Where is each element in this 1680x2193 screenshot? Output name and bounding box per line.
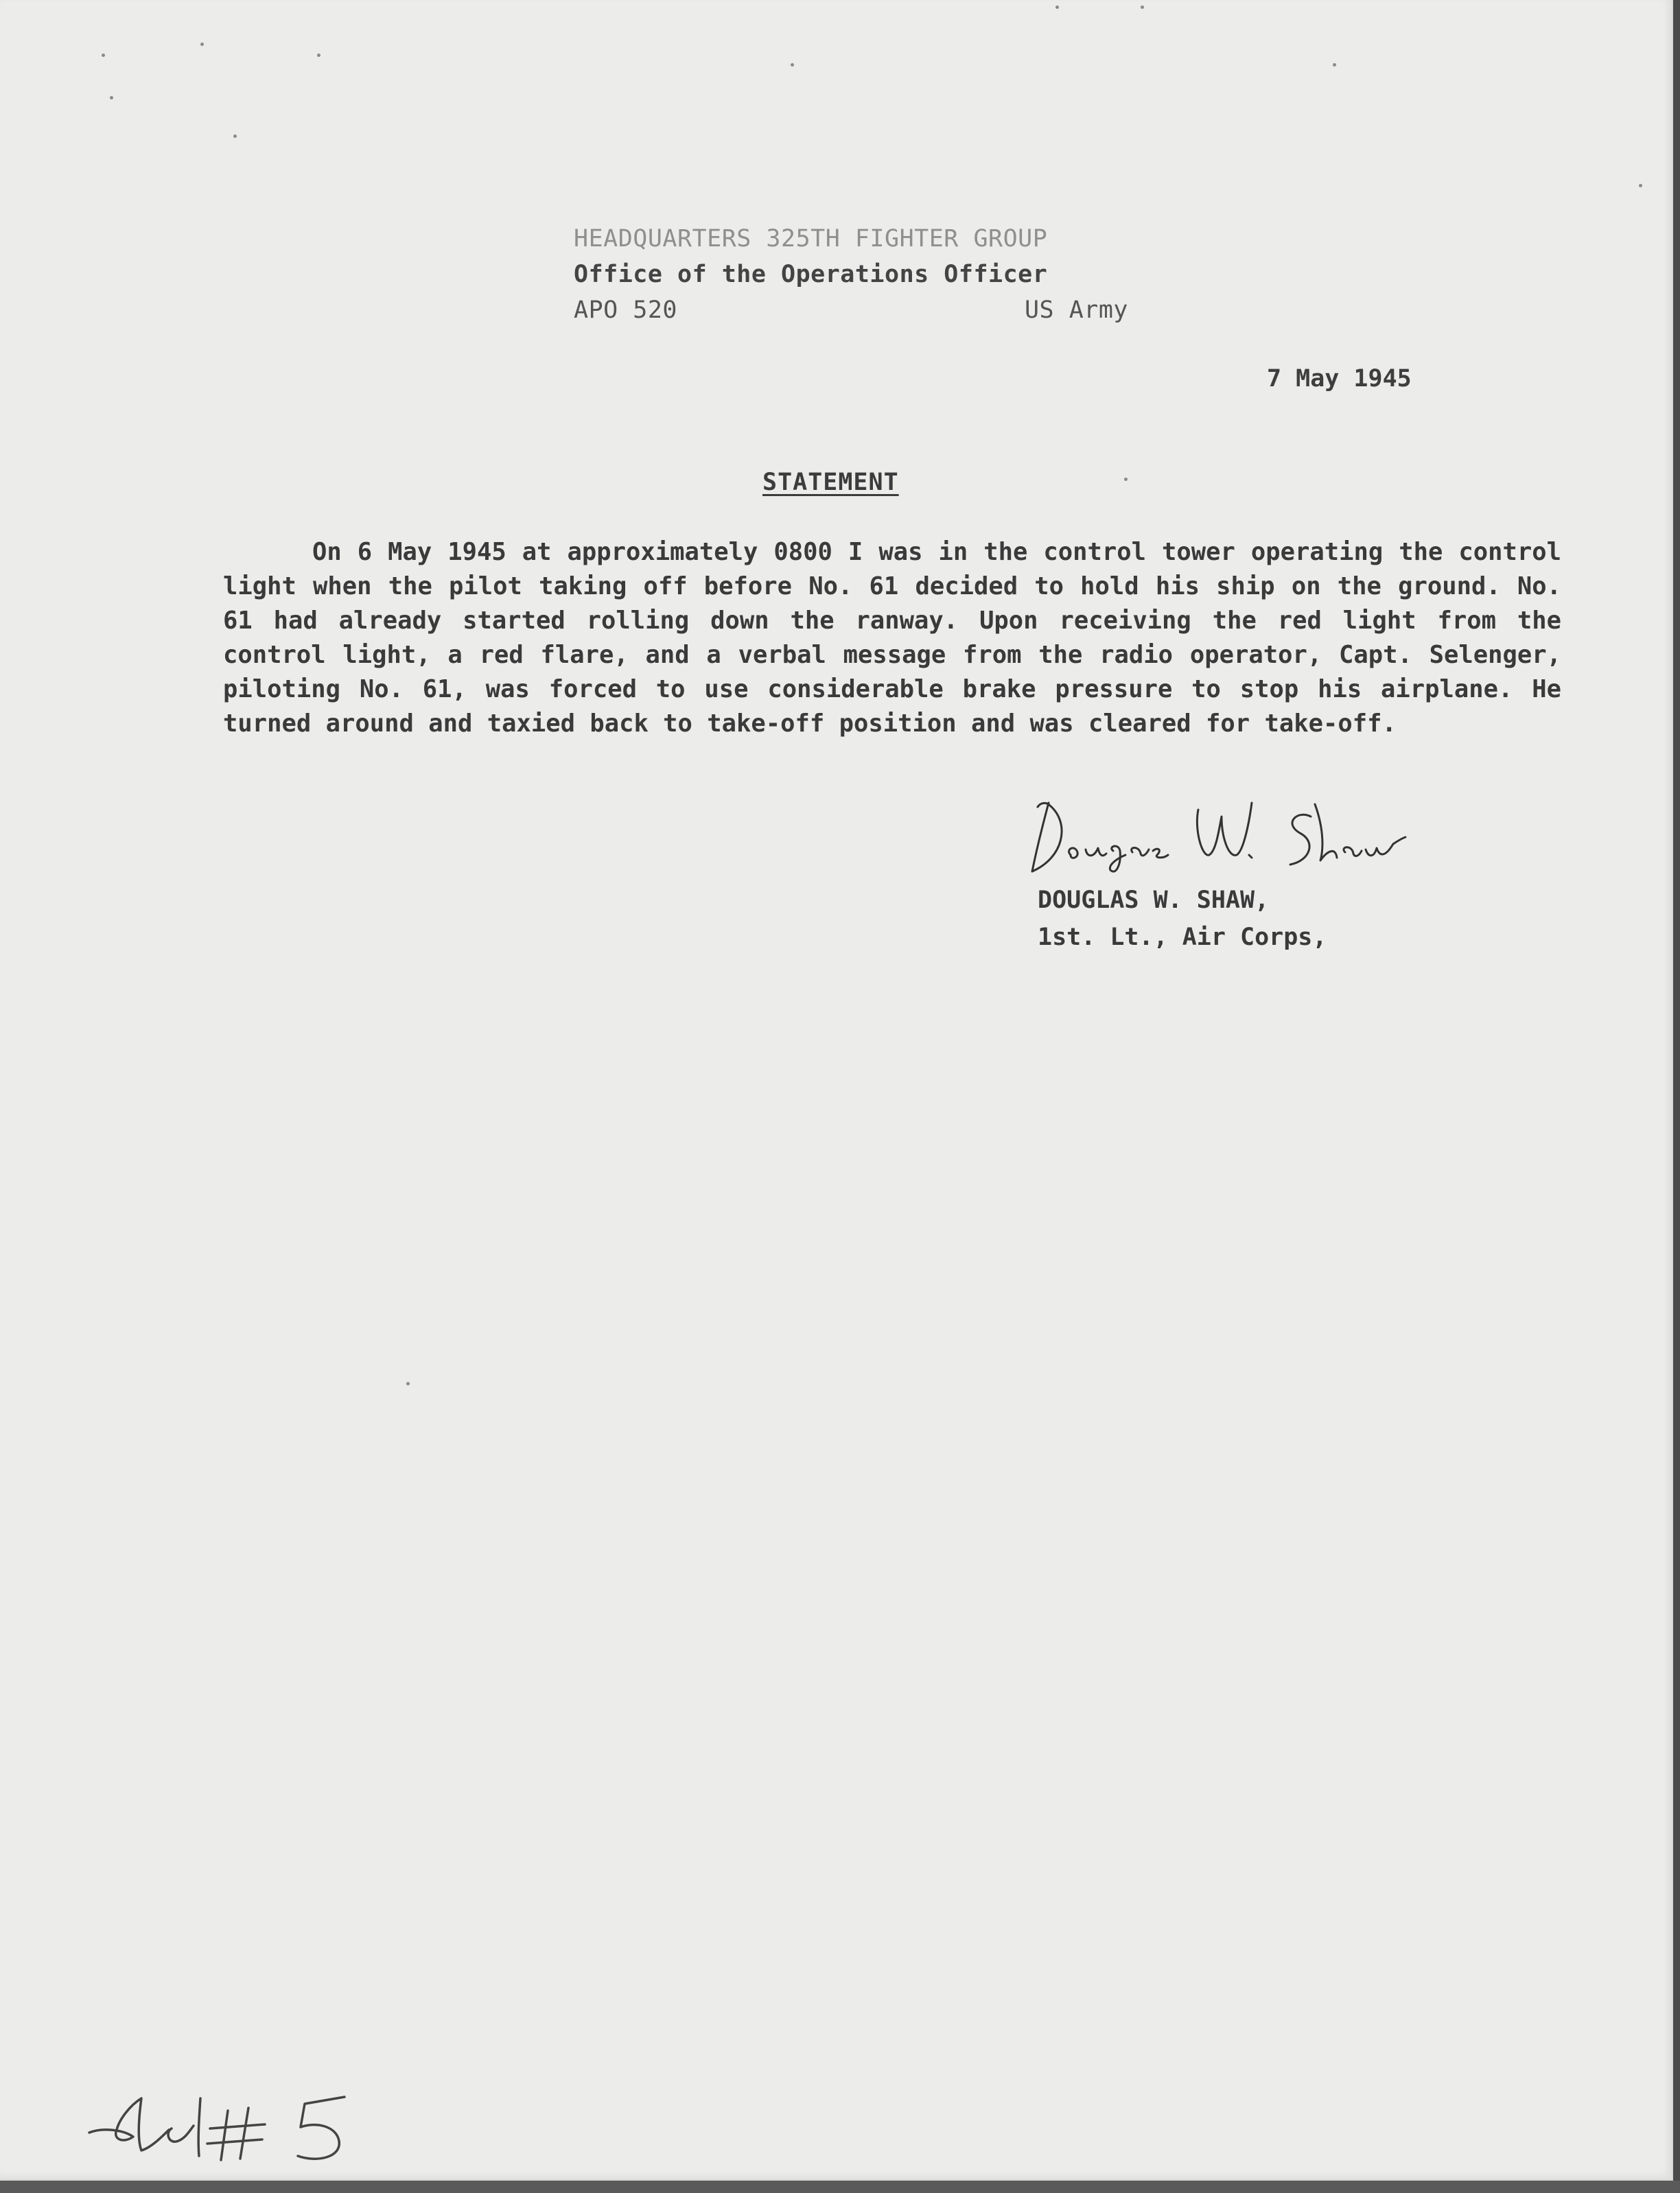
scan-speck <box>317 54 320 57</box>
scan-edge-right <box>1673 0 1680 2193</box>
scan-speck <box>1055 5 1059 9</box>
handwritten-signature <box>1023 789 1407 878</box>
letterhead <box>574 221 1136 328</box>
document-title: STATEMENT <box>762 469 899 496</box>
scan-edge-bottom <box>0 2181 1680 2193</box>
signatory-name: DOUGLAS W. SHAW, <box>1038 887 1270 914</box>
scan-speck <box>102 54 105 57</box>
scan-speck <box>200 43 204 46</box>
scan-speck <box>1333 63 1336 67</box>
statement-body <box>223 535 1561 741</box>
letterhead-office: Office of the Operations Officer <box>574 261 1048 288</box>
scan-speck <box>1141 5 1144 9</box>
letterhead-apo: APO 520 <box>574 296 678 324</box>
signatory-rank: 1st. Lt., Air Corps, <box>1038 924 1327 951</box>
statement-paragraph: On 6 May 1945 at approximately 0800 I was in the control tower operating the control light when the pilot taking off before No. 61 decided to hold his ship on the ground. No. 61 had already started rolling down the ranway. Upon receiving the red light from the control light, a red flare, and a verbal message from the radio operator, Capt. Selenger, piloting No. 61, was forced to use considerable brake pressure to stop his airplane. He turned around and taxied back to take-off position and was cleared for take-off. <box>223 538 1561 738</box>
scan-speck <box>1639 184 1642 187</box>
letterhead-unit: HEADQUARTERS 325TH FIGHTER GROUP <box>574 225 1048 253</box>
handwritten-margin-note <box>75 2091 371 2167</box>
letterhead-address <box>574 292 1128 328</box>
scan-speck <box>406 1382 410 1385</box>
scan-speck <box>791 63 794 67</box>
document-date: 7 May 1945 <box>1267 365 1412 392</box>
scan-speck <box>110 96 113 99</box>
signature-block <box>1038 882 1327 956</box>
scan-speck <box>1124 478 1128 481</box>
scan-speck <box>233 134 237 138</box>
letterhead-service: US Army <box>1024 296 1128 324</box>
